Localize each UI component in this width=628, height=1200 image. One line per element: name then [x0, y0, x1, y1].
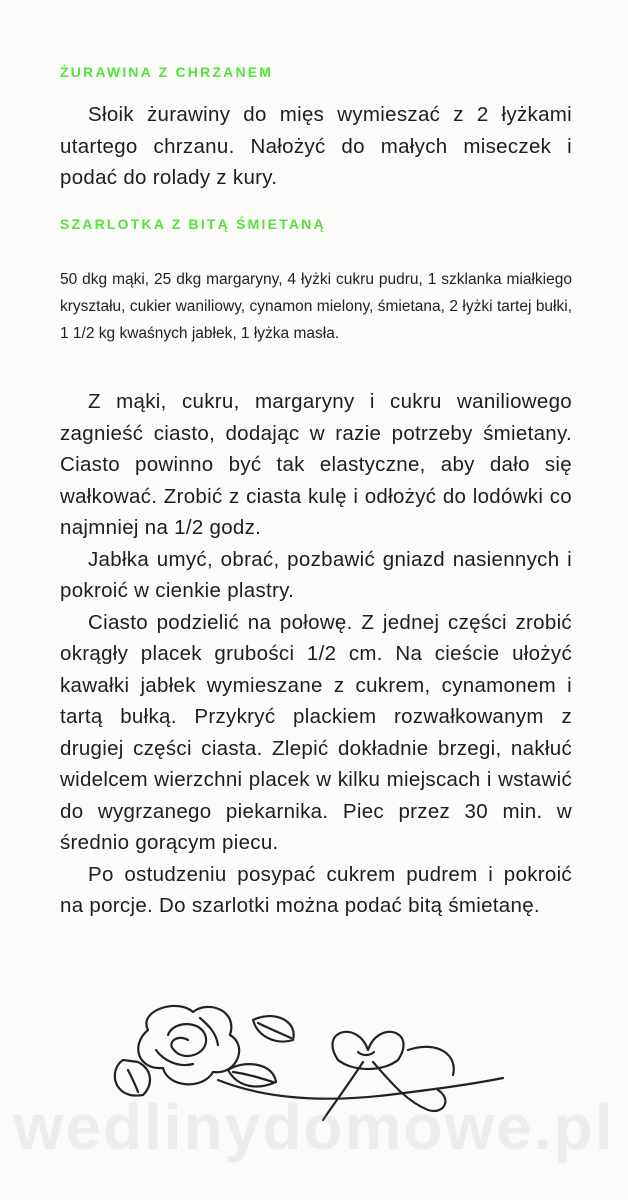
paragraph: Po ostudzeniu posypać cukrem pudrem i pokroić na porcje. Do szarlotki można podać bitą śmietanę. — [60, 862, 572, 917]
watermark: wedlinydomowe.pl — [13, 1091, 615, 1163]
paragraph: Z mąki, cukru, margaryny i cukru waniliowego zagnieść ciasto, dodając w razie potrzeby śmietany. Ciasto powinno być tak elastyczne, aby dało się wałkować. Zrobić z ciasta kulę i odłożyć do lodówki co najmniej na 1/2 godz. — [60, 390, 572, 539]
paragraph: Jabłka umyć, obrać, pozbawić gniazd nasiennych i pokroić w cienkie plastry. — [60, 547, 572, 602]
recipe-title-zurawina: ŻURAWINA Z CHRZANEM — [60, 64, 274, 80]
ingredients-list — [60, 266, 572, 347]
recipe-body-szarlotka — [60, 386, 572, 922]
recipe-body-zurawina — [60, 99, 572, 194]
ingredients-text: 50 dkg mąki, 25 dkg margaryny, 4 łyżki cukru pudru, 1 szklanka miałkiego kryształu, cukier waniliowy, cynamon mielony, śmietana, 2 łyżki tartej bułki, 1 1/2 kg kwaśnych jabłek, 1 łyżka masła. — [60, 271, 572, 342]
paragraph: Ciasto podzielić na połowę. Z jednej części zrobić okrągły placek grubości 1/2 cm. Na cieście ułożyć kawałki jabłek wymieszane z cukrem, cynamonem i tartą bułką. Przykryć plackiem rozwałkowanym z drugiej części ciasta. Zlepić dokładnie brzegi, nakłuć widelcem wierzchni placek w kilku miejscach i wstawić do wygrzanego piekarnika. Piec przez 30 min. w średnio gorącym piecu. — [60, 610, 572, 854]
paragraph: Słoik żurawiny do mięs wymieszać z 2 łyżkami utartego chrzanu. Nałożyć do małych miseczek i podać do rolady z kury. — [60, 103, 572, 189]
recipe-title-szarlotka: SZARLOTKA Z BITĄ ŚMIETANĄ — [60, 216, 326, 232]
